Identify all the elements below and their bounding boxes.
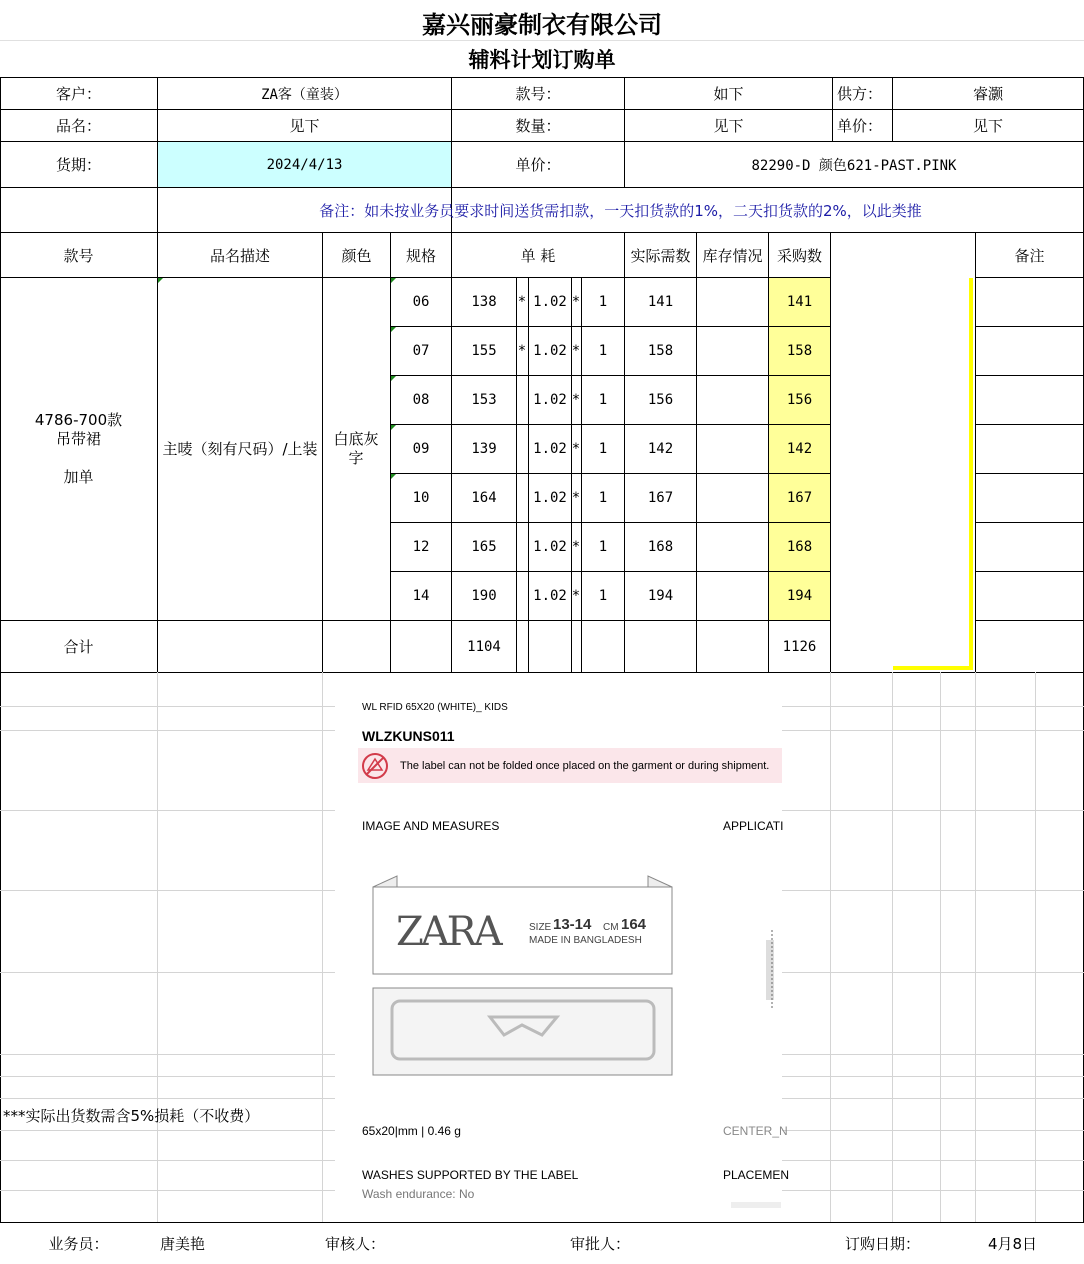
row-09-star2: * (571, 441, 581, 457)
rfid-label-spec-image (335, 690, 790, 1210)
row-12-star2: * (571, 539, 581, 555)
label-front-illustration (372, 875, 673, 975)
label-image-measures: IMAGE AND MEASURES (362, 819, 500, 833)
row-12-actual: 168 (647, 539, 674, 555)
reviewer-label: 审核人： (325, 1235, 386, 1253)
salesperson-value: 唐美艳 (160, 1235, 206, 1253)
label-cm-label: CM (603, 922, 619, 933)
row-10-size: 10 (412, 490, 430, 506)
label-code: WLZKUNS011 (362, 728, 455, 744)
row-08-actual: 156 (647, 392, 674, 408)
label-warning-box (358, 748, 782, 783)
row-12-purchase: 168 (786, 539, 813, 555)
row-09-star1 (516, 425, 528, 473)
row-07-mult: 1 (598, 343, 608, 359)
row-06-actual: 141 (647, 294, 674, 310)
header-consumption: 单 耗 (520, 246, 556, 265)
supplier-value: 睿灏 (972, 85, 1003, 103)
style-no-label: 款号： (515, 85, 561, 103)
customer-value: ZA客（童装） (261, 86, 348, 103)
label-product-line: WL RFID 65X20 (WHITE)_ KIDS (362, 702, 508, 713)
row-09-size: 09 (412, 441, 430, 457)
row-09-actual: 142 (647, 441, 674, 457)
form-title: 辅料计划订购单 (468, 47, 616, 72)
delivery-label: 货期： (55, 156, 101, 174)
header-size: 规格 (405, 246, 436, 265)
label-placement: PLACEMEN (723, 1168, 790, 1182)
label-size-label: SIZE (529, 922, 552, 933)
header-actual: 实际需数 (630, 246, 691, 265)
row-06-mult: 1 (598, 294, 608, 310)
label-cm-value: 164 (621, 916, 647, 933)
header-remarks: 备注 (1014, 246, 1045, 265)
row-07-actual: 158 (647, 343, 674, 359)
item-label: 品名： (55, 117, 101, 135)
label-brand: ZARA (396, 909, 500, 955)
label-grey-bar (731, 1202, 781, 1208)
row-14-qty: 190 (471, 588, 497, 604)
label-application: APPLICATI (723, 819, 784, 833)
row-07-factor: 1.02 (533, 343, 567, 359)
header-purchase: 采购数 (776, 246, 822, 265)
delivery-date: 2024/4/13 (266, 156, 343, 173)
row-10-mult: 1 (598, 490, 608, 506)
row-08-purchase: 156 (786, 392, 813, 408)
label-center: CENTER_N (723, 1124, 788, 1138)
row-07-purchase: 158 (786, 343, 813, 359)
qty-value: 见下 (713, 117, 744, 135)
yellow-border-corner (969, 621, 973, 670)
row-07-star1: * (517, 343, 527, 359)
row-08-star1 (516, 376, 528, 424)
row-10-qty: 164 (471, 490, 497, 506)
row-14-star1 (516, 572, 528, 620)
row-09-qty: 139 (471, 441, 497, 457)
row-12-star1 (516, 523, 528, 571)
label-made-in: MADE IN BANGLADESH (529, 935, 642, 946)
salesperson-label: 业务员： (48, 1235, 109, 1253)
row-07-size: 07 (412, 343, 430, 359)
yellow-border-bottom (893, 666, 973, 670)
row-06-qty: 138 (471, 294, 497, 310)
approver-label: 审批人： (570, 1235, 631, 1253)
order-date-label: 订购日期： (845, 1235, 921, 1253)
customer-label: 客户： (55, 85, 101, 103)
row-08-mult: 1 (598, 392, 608, 408)
label-wash-endurance: Wash endurance: No (362, 1187, 475, 1201)
row-09-mult: 1 (598, 441, 608, 457)
unit-price-value: 见下 (972, 117, 1003, 135)
order-date-value: 4月8日 (987, 1235, 1038, 1253)
total-purchase: 1126 (782, 638, 817, 655)
unit-price-label: 单价： (837, 117, 883, 135)
price2-label: 单价： (515, 156, 561, 174)
supplier-label: 供方： (837, 85, 883, 103)
rfid-antenna-illustration (372, 987, 673, 1077)
item-value: 见下 (289, 117, 320, 135)
row-12-mult: 1 (598, 539, 608, 555)
header-color: 颜色 (341, 246, 372, 265)
row-10-purchase: 167 (786, 490, 813, 506)
row-14-mult: 1 (598, 588, 608, 604)
row-06-purchase: 141 (786, 294, 813, 310)
desc-cell: 主唛（刻有尺码）/上装 (162, 439, 318, 458)
label-washes: WASHES SUPPORTED BY THE LABEL (362, 1168, 579, 1182)
remark-note: 备注：如未按业务员要求时间送货需扣款，一天扣货款的1%，二天扣货款的2%，以此类推 (319, 201, 922, 220)
label-size-value: 13-14 (553, 916, 592, 933)
row-06-star1: * (517, 294, 527, 310)
row-12-factor: 1.02 (533, 539, 567, 555)
row-14-size: 14 (412, 588, 430, 604)
row-14-factor: 1.02 (533, 588, 567, 604)
row-09-factor: 1.02 (533, 441, 567, 457)
no-fold-icon (361, 752, 389, 780)
total-label: 合计 (63, 638, 94, 656)
price2-value: 82290-D 颜色621-PAST.PINK (751, 157, 957, 174)
row-06-factor: 1.02 (533, 294, 567, 310)
qty-label: 数量： (515, 117, 561, 135)
row-12-size: 12 (412, 539, 430, 555)
side-illustration (760, 930, 780, 1010)
header-style: 款号 (63, 246, 94, 265)
company-name: 嘉兴丽豪制衣有限公司 (422, 9, 662, 39)
row-14-purchase: 194 (786, 588, 813, 604)
style-no-value: 如下 (713, 85, 744, 103)
row-10-star2: * (571, 490, 581, 506)
row-14-actual: 194 (647, 588, 674, 604)
row-08-size: 08 (412, 392, 430, 408)
row-12-qty: 165 (471, 539, 497, 555)
row-10-star1 (516, 474, 528, 522)
header-stock: 库存情况 (702, 246, 763, 265)
style-cell: 4786-700款 吊带裙 加单 (34, 411, 123, 486)
row-10-actual: 167 (647, 490, 674, 506)
row-14-star2: * (571, 588, 581, 604)
row-08-star2: * (571, 392, 581, 408)
row-07-qty: 155 (471, 343, 497, 359)
row-08-factor: 1.02 (533, 392, 567, 408)
footnote: ***实际出货数需含5%损耗（不收费） (3, 1107, 260, 1125)
label-dimensions: 65x20|mm | 0.46 g (362, 1124, 461, 1138)
row-09-purchase: 142 (786, 441, 813, 457)
row-06-star2: * (571, 294, 581, 310)
row-07-star2: * (571, 343, 581, 359)
row-10-factor: 1.02 (533, 490, 567, 506)
color-cell: 白底灰字 (333, 430, 379, 467)
header-desc: 品名描述 (209, 246, 270, 265)
total-qty: 1104 (467, 638, 501, 655)
row-06-size: 06 (412, 294, 430, 310)
row-08-qty: 153 (471, 392, 497, 408)
label-warning-text: The label can not be folded once placed on the garment or during shipment. (400, 760, 770, 772)
yellow-border-right (969, 278, 973, 621)
